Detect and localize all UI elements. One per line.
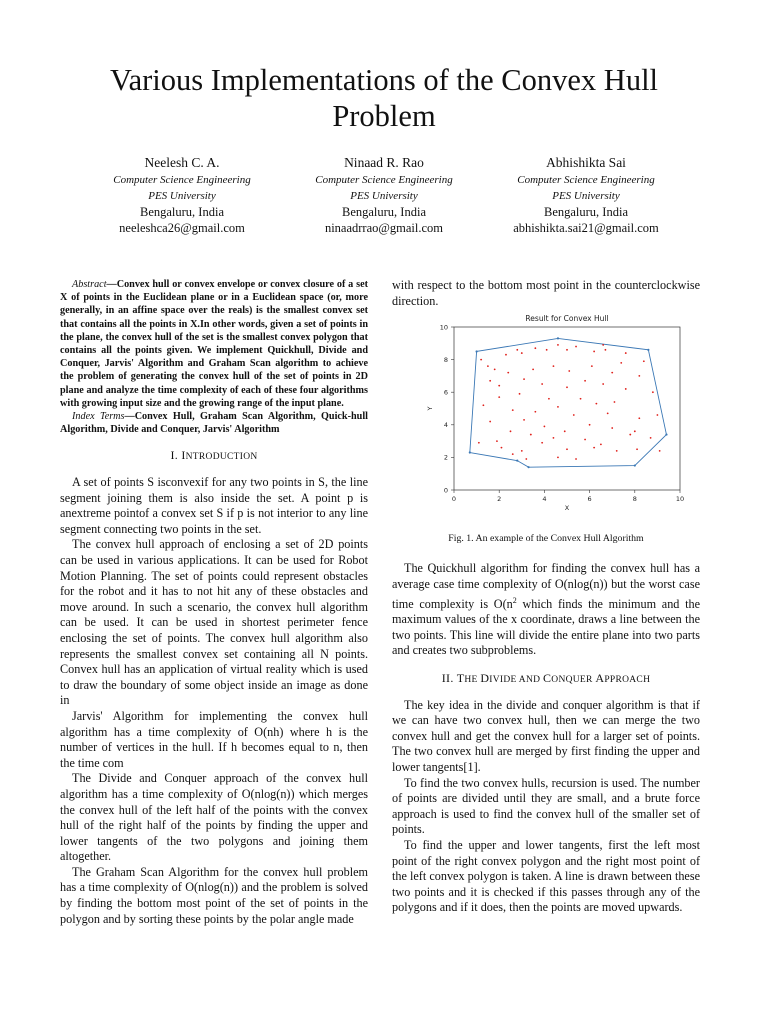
data-point	[546, 349, 548, 351]
author-org: PES University	[350, 190, 418, 202]
data-point	[521, 450, 523, 452]
data-point	[525, 458, 527, 460]
data-point	[584, 439, 586, 441]
right-column	[392, 278, 700, 916]
convex-hull-chart	[392, 309, 692, 514]
paragraph: The Graham Scan Algorithm for the convex hull problem has a time complexity of O(nlog(n)) and the problem is solved by finding the bottom most point of the set of points in the polygon and by sorting these points by the polar angle made	[60, 864, 368, 926]
data-point	[625, 352, 627, 354]
y-tick-label: 6	[443, 388, 448, 397]
plot-frame	[454, 327, 680, 490]
data-point	[519, 393, 521, 395]
data-point	[629, 434, 631, 436]
data-point	[568, 370, 570, 372]
author-name: Abhishikta Sai	[546, 155, 626, 170]
data-point	[521, 352, 523, 354]
data-point	[614, 401, 616, 403]
data-point	[564, 431, 566, 433]
x-tick-label: 2	[497, 495, 502, 504]
data-point	[523, 419, 525, 421]
data-point	[584, 380, 586, 382]
hull-vertex	[469, 452, 471, 454]
paragraph: To find the upper and lower tangents, first the left most point of the right convex polygon and the right most point of the left convex polygon is taken. A line is drawn between these two points and it is checked if this passes through any of the polygons and if it does, then the points are moved upwards.	[392, 837, 700, 915]
section-heading-introduction: I. INTRODUCTION	[170, 448, 258, 463]
abstract-text: —Convex hull or convex envelope or convex closure of a set X of points in the Euclidean plane or in a Euclidean space (or, more generally, in an affine space over the reals) is the smallest convex set that contains all the points in X.In other words, given a set of points in the plane, the convex hull of the set is the smallest convex polygon that contains all the points given. We implement Quickhull, Divide and Conquer, Jarvis' Algorithm and Graham Scan algorithm to achieve the problem of generating the convex hull of the set of points in 2D plane and analyze the time complexity of each of these four algorithms with growing input size and the growing range of the input plane.	[60, 279, 368, 409]
data-point	[595, 403, 597, 405]
data-point	[548, 398, 550, 400]
figure-caption: Fig. 1. An example of the Convex Hull Algorithm	[448, 532, 644, 544]
data-point	[593, 351, 595, 353]
data-point	[498, 396, 500, 398]
data-point	[544, 426, 546, 428]
author-location: Bengaluru, India	[543, 205, 628, 219]
left-column	[60, 278, 368, 927]
index-terms	[60, 410, 368, 436]
chart-title: Result for Convex Hull	[525, 314, 609, 324]
data-point	[489, 380, 491, 382]
data-point	[501, 447, 503, 449]
data-point	[532, 369, 534, 371]
paragraph: The Divide and Conquer approach of the convex hull algorithm has a time complexity of O(nlog(n)) which merges the convex hull of the left half of the points with the convex hull of the right half of the points by finding the upper and lower tangents of the two polygons and joining them altogether.	[60, 771, 368, 864]
data-point	[657, 414, 659, 416]
author-block	[82, 154, 282, 236]
data-point	[593, 447, 595, 449]
data-point	[505, 354, 507, 356]
data-point	[611, 427, 613, 429]
author-dept: Computer Science Engineering	[315, 174, 453, 186]
data-point	[566, 349, 568, 351]
data-point	[573, 414, 575, 416]
y-tick-label: 0	[443, 486, 448, 495]
hull-vertex	[557, 337, 559, 339]
x-tick-label: 4	[542, 495, 547, 504]
data-point	[482, 405, 484, 407]
data-point	[575, 346, 577, 348]
y-tick-label: 4	[443, 421, 448, 430]
data-point	[512, 453, 514, 455]
hull-line	[470, 339, 667, 468]
index-terms-label: Index Terms	[72, 411, 125, 423]
author-org: PES University	[552, 190, 620, 202]
paragraph: To find the two convex hulls, recursion is used. The number of points are divided until they are small, and a brute force approach is used to find the convex hull of the smaller set of points.	[392, 775, 700, 837]
data-point	[589, 424, 591, 426]
data-point	[480, 359, 482, 361]
y-axis-label: Y	[426, 406, 434, 411]
data-point	[638, 375, 640, 377]
y-tick-label: 8	[443, 356, 448, 365]
data-point	[638, 418, 640, 420]
data-point	[510, 431, 512, 433]
data-point	[541, 442, 543, 444]
abstract-label: Abstract	[72, 279, 107, 290]
data-point	[553, 437, 555, 439]
data-point	[553, 365, 555, 367]
y-tick-label: 2	[443, 453, 448, 462]
data-point	[516, 349, 518, 351]
data-point	[611, 372, 613, 374]
data-point	[489, 421, 491, 423]
data-point	[507, 372, 509, 374]
figure-convex-hull	[392, 309, 700, 519]
hull-vertex	[647, 349, 649, 351]
data-point	[607, 413, 609, 415]
data-point	[496, 440, 498, 442]
data-point	[498, 385, 500, 387]
hull-vertex	[665, 434, 667, 436]
data-point	[616, 450, 618, 452]
data-point	[625, 388, 627, 390]
data-point	[602, 383, 604, 385]
y-tick-label: 10	[439, 323, 448, 332]
data-point	[580, 398, 582, 400]
x-tick-label: 10	[675, 495, 685, 504]
x-axis-label: X	[564, 504, 570, 513]
author-block	[284, 154, 484, 236]
hull-vertex	[527, 466, 529, 468]
data-point	[659, 450, 661, 452]
author-location: Bengaluru, India	[139, 205, 224, 219]
paragraph: Jarvis' Algorithm for implementing the convex hull algorithm has a time complexity of O(nh) where h is the number of vertices in the hull. If h becomes equal to n, then the time com	[60, 708, 368, 770]
data-point	[602, 344, 604, 346]
data-point	[534, 411, 536, 413]
data-point	[600, 444, 602, 446]
data-point	[652, 391, 654, 393]
hull-vertex	[476, 351, 478, 353]
paper-title: Various Implementations of the Convex Hull Problem	[109, 63, 659, 133]
x-tick-label: 0	[451, 495, 457, 504]
data-point	[557, 457, 559, 459]
data-point	[605, 349, 607, 351]
data-point	[494, 369, 496, 371]
data-point	[512, 409, 514, 411]
author-org: PES University	[148, 190, 216, 202]
data-point	[541, 383, 543, 385]
paragraph: The key idea in the divide and conquer algorithm is that if we can have two convex hull, then we can merge the two convex hull and get the convex hull for a larger set of points. The two convex hull are merged by first finding the upper and lower tangents[1].	[392, 697, 700, 774]
data-point	[566, 449, 568, 451]
data-point	[557, 344, 559, 346]
author-email: ninaadrrao@gmail.com	[324, 221, 444, 235]
author-location: Bengaluru, India	[341, 205, 426, 219]
author-block	[486, 154, 686, 236]
x-tick-label: 8	[632, 495, 637, 504]
data-point	[487, 365, 489, 367]
x-tick-label: 6	[587, 495, 592, 504]
hull-vertex	[516, 460, 518, 462]
abstract	[60, 278, 368, 410]
hull-vertex	[634, 465, 636, 467]
paragraph: The Quickhull algorithm for finding the convex hull has a average case time complexity of O(nlog(n)) but the worst case time complexity is $O(n^2$ which finds the minimum and the maximum values of the x coordinate, draws a line between the two points. This line will divide the entire plane into two parts and creates two subproblems.	[392, 561, 701, 658]
data-point	[523, 378, 525, 380]
data-point	[634, 431, 636, 433]
data-point	[620, 362, 622, 364]
data-point	[557, 406, 559, 408]
author-dept: Computer Science Engineering	[517, 174, 655, 186]
data-point	[566, 387, 568, 389]
index-terms-text: —Convex Hull, Graham Scan Algorithm, Quick-hull Algorithm, Divide and Conquer, Jarvis' Algorithm	[60, 411, 368, 436]
author-name: Ninaad R. Rao	[344, 155, 424, 170]
data-point	[591, 365, 593, 367]
paragraph: A set of points S isconvexif for any two points in S, the line segment joining them is also inside the set. A point p is anextreme pointof a convex set S if p is not interior to any line segment connecting two points in the set.	[60, 475, 368, 536]
data-point	[650, 437, 652, 439]
data-point	[530, 434, 532, 436]
data-point	[575, 458, 577, 460]
author-email: neeleshca26@gmail.com	[119, 221, 245, 235]
section-heading-divide-and-conquer: II. THE DIVIDE AND CONQUER APPROACH	[441, 671, 651, 685]
paragraph: The convex hull approach of enclosing a set of 2D points can be used in various applications. It can be used for Robot Motion Planning. The set of points could represent obstacles for the robot and it has to not hit any of these obstacles and move around. In such a scenario, the convex hull algorithm can be used. It can be used in shortest perimeter fence enclosing the set of points. The convex hull algorithm also represents the smallest convex set containing all N points. Convex hull has an application of virtual reality which is used to draw the boundary of some object inside an image as done in	[60, 537, 368, 708]
data-point	[636, 449, 638, 451]
author-dept: Computer Science Engineering	[113, 174, 251, 186]
author-email: abhishikta.sai21@gmail.com	[513, 221, 659, 235]
data-point	[478, 442, 480, 444]
data-point	[534, 347, 536, 349]
data-point	[643, 361, 645, 363]
paragraph: with respect to the bottom most point in the counterclockwise direction.	[392, 278, 700, 308]
author-name: Neelesh C. A.	[144, 155, 220, 170]
